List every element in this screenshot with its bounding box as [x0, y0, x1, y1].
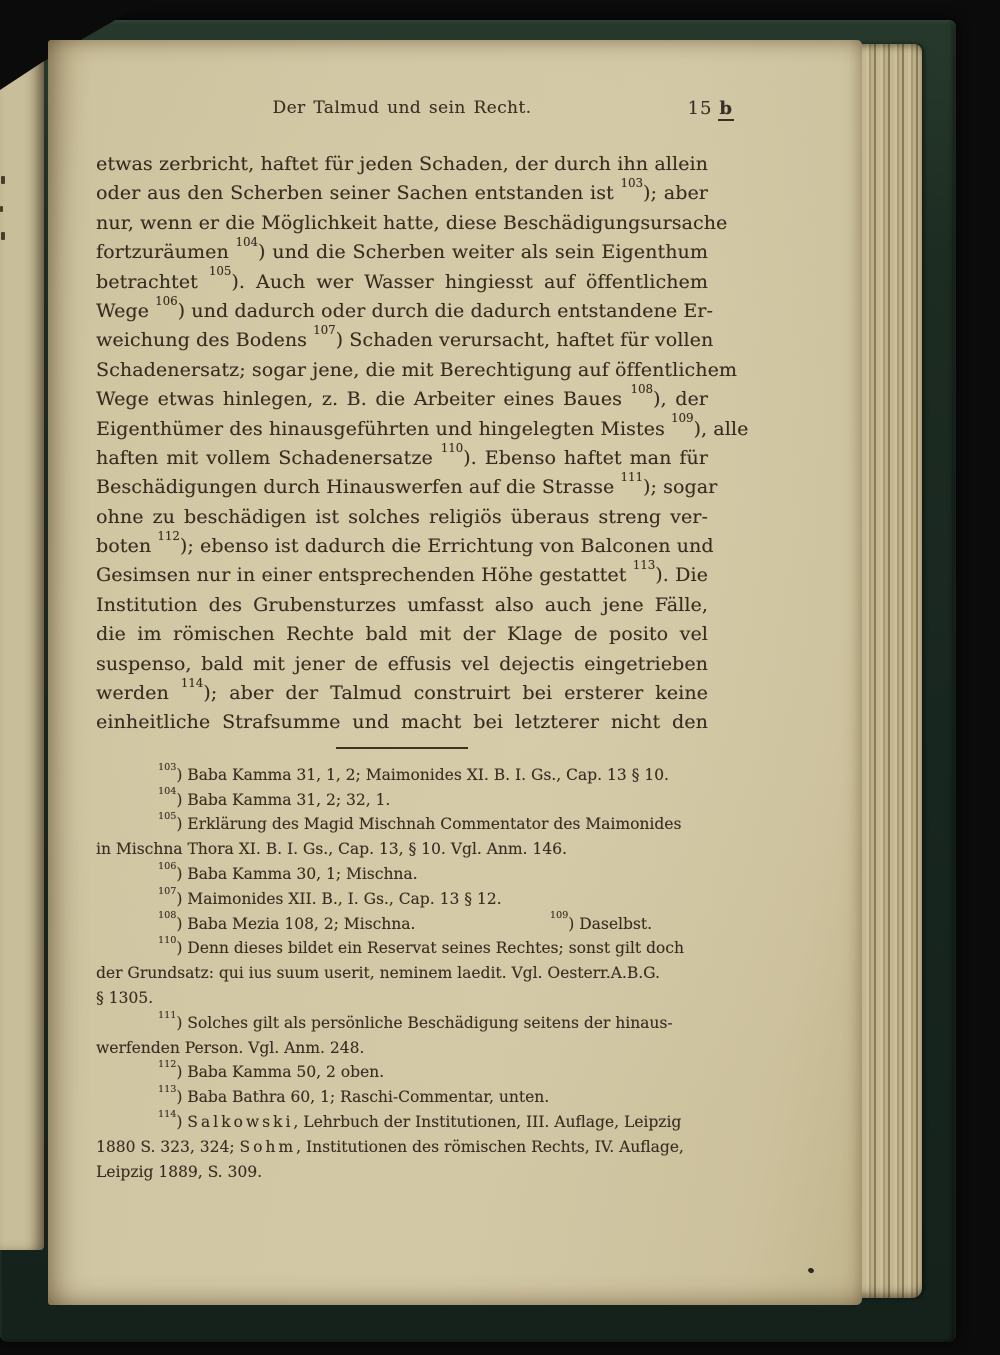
- footnote-left: $^{108}$) Baba Mezia 108, 2; Mischna.: [158, 910, 416, 933]
- footnote-reference: 104: [235, 234, 258, 249]
- footnote-line: Leipzig 1889, S. 309.: [96, 1162, 263, 1181]
- body-line: nur, wenn er die Möglichkeit hatte, diese Beschädigungsursache: [96, 211, 728, 234]
- edge-text-fragment: [1, 176, 5, 184]
- footnote-line: 1880 S. 323, 324; Sohm, Institutionen des römischen Rechts, IV. Auflage,: [96, 1137, 684, 1156]
- footnote-separator: [336, 747, 468, 749]
- body-line: Eigenthümer des hinausgeführten und hingelegten Mistes $^{109}$), alle: [96, 411, 749, 440]
- body-line: Beschädigungen durch Hinauswerfen auf die Strasse $^{111}$); sogar: [96, 470, 718, 499]
- footnote-reference: 114: [158, 1108, 177, 1120]
- footnote-reference: 105: [158, 811, 177, 823]
- body-line: Wege etwas hinlegen, z. B. die Arbeiter eines Baues $^{108}$), der: [96, 381, 708, 411]
- text-column: [96, 40, 749, 1184]
- footnote-line: $^{104}$) Baba Kamma 31, 2; 32, 1.: [158, 786, 391, 809]
- body-line: Gesimsen nur in einer entsprechenden Höhe gestattet $^{113}$). Die: [96, 558, 708, 587]
- body-line: oder aus den Scherben seiner Sachen entstanden ist $^{103}$); aber: [96, 176, 708, 205]
- footnote-line: $^{110}$) Denn dieses bildet ein Reservat seines Rechtes; sonst gilt doch: [158, 935, 684, 958]
- footnote-reference: 103: [158, 761, 177, 773]
- footnote-line: $^{112}$) Baba Kamma 50, 2 oben.: [158, 1059, 385, 1082]
- footnote-reference: 111: [158, 1009, 177, 1021]
- footnote-reference: 109: [671, 411, 694, 426]
- body-line: die im römischen Rechte bald mit der Klage de posito vel: [96, 623, 708, 646]
- footnote-reference: 108: [630, 381, 653, 396]
- scanned-page: [48, 40, 862, 1305]
- header-title: Der Talmud und sein Recht.: [272, 98, 532, 118]
- body-line: Schadenersatz; sogar jene, die mit Berechtigung auf öffentlichem: [96, 358, 738, 381]
- footnote-reference: 113: [632, 558, 656, 573]
- body-text: [96, 150, 749, 738]
- footnote-line: $^{114}$) Salkowski, Lehrbuch der Institutionen, III. Auflage, Leipzig: [158, 1108, 682, 1131]
- footnote-line: $^{106}$) Baba Kamma 30, 1; Mischna.: [158, 860, 418, 883]
- footnotes: [96, 763, 708, 1185]
- footnote-line: in Mischna Thora XI. B. I. Gs., Cap. 13, § 10. Vgl. Anm. 146.: [96, 840, 567, 859]
- footnote-reference: 114: [180, 675, 204, 690]
- body-line: Wege $^{106}$) und dadurch oder durch die dadurch entstandene Er-: [96, 293, 714, 322]
- footnote-reference: 112: [158, 1059, 177, 1071]
- body-line: werden $^{114}$); aber der Talmud construirt bei ersterer keine: [96, 675, 708, 705]
- footnote-reference: 110: [158, 935, 177, 947]
- ink-speck: [807, 1267, 814, 1274]
- footnote-line: [96, 912, 708, 937]
- footnote-line: werfenden Person. Vgl. Anm. 248.: [96, 1038, 365, 1057]
- edge-text-fragment: [0, 206, 3, 212]
- body-line: etwas zerbricht, haftet für jeden Schaden, der durch ihn allein: [96, 153, 708, 175]
- body-line: weichung des Bodens $^{107}$) Schaden verursacht, haftet für vollen: [96, 323, 714, 352]
- fore-edge-page-stack: [852, 44, 922, 1298]
- footnote-line: $^{111}$) Solches gilt als persönliche Beschädigung seitens der hinaus-: [158, 1009, 673, 1032]
- footnote-reference: 108: [158, 910, 177, 922]
- body-line: haften mit vollem Schadenersatze $^{110}$). Ebenso haftet man für: [96, 440, 708, 469]
- footnote-line: $^{103}$) Baba Kamma 31, 1, 2; Maimonides XI. B. I. Gs., Cap. 13 § 10.: [158, 761, 669, 784]
- footnote-reference: 107: [313, 323, 336, 338]
- body-line: einheitliche Strafsumme und macht bei letzterer nicht den: [96, 711, 708, 734]
- footnote-reference: 109: [549, 910, 569, 922]
- footnote-reference: 106: [158, 860, 177, 872]
- previous-page-edge: [0, 48, 44, 1250]
- footnote-line: $^{105}$) Erklärung des Magid Mischnah Commentator des Maimonides: [158, 811, 682, 834]
- footnote-reference: 104: [158, 786, 177, 798]
- body-line: boten $^{112}$); ebenso ist dadurch die Errichtung von Balconen und: [96, 528, 714, 558]
- footnote-line: § 1305.: [96, 988, 154, 1007]
- footnote-line: $^{107}$) Maimonides XII. B., I. Gs., Cap. 13 § 12.: [158, 885, 502, 908]
- body-line: fortzuräumen $^{104}$) und die Scherben weiter als sein Eigenthum: [96, 234, 708, 264]
- body-line: betrachtet $^{105}$). Auch wer Wasser hingiesst auf öffentlichem: [96, 264, 708, 293]
- body-line: ohne zu beschädigen ist solches religiös überaus streng ver-: [96, 505, 708, 528]
- footnote-reference: 105: [208, 264, 232, 279]
- footnote-reference: 113: [158, 1083, 177, 1095]
- signature-mark: b: [719, 98, 733, 119]
- letterspaced-name: Sohm: [239, 1137, 297, 1156]
- page-number-value: 15: [687, 98, 713, 119]
- running-header: [96, 98, 733, 124]
- footnote-reference: 106: [155, 293, 178, 308]
- footnote-reference: 111: [620, 470, 643, 485]
- footnote-reference: 103: [620, 176, 644, 191]
- footnote-line: $^{113}$) Baba Bathra 60, 1; Raschi-Commentar, unten.: [158, 1083, 550, 1107]
- footnote-reference: 107: [158, 885, 177, 897]
- footnote-line: der Grundsatz: qui ius suum userit, neminem laedit. Vgl. Oesterr.A.B.G.: [96, 964, 660, 983]
- body-line: Institution des Grubensturzes umfasst also auch jene Fälle,: [96, 593, 708, 616]
- footnote-reference: 112: [157, 528, 180, 543]
- footnote-right: $^{109}$) Daselbst.: [549, 910, 652, 933]
- page-number: [688, 98, 735, 119]
- edge-text-fragment: [1, 232, 5, 240]
- body-line: suspenso, bald mit jener de effusis vel dejectis eingetrieben: [96, 652, 708, 675]
- footnote-reference: 110: [440, 440, 464, 455]
- letterspaced-name: Salkowski: [187, 1112, 294, 1131]
